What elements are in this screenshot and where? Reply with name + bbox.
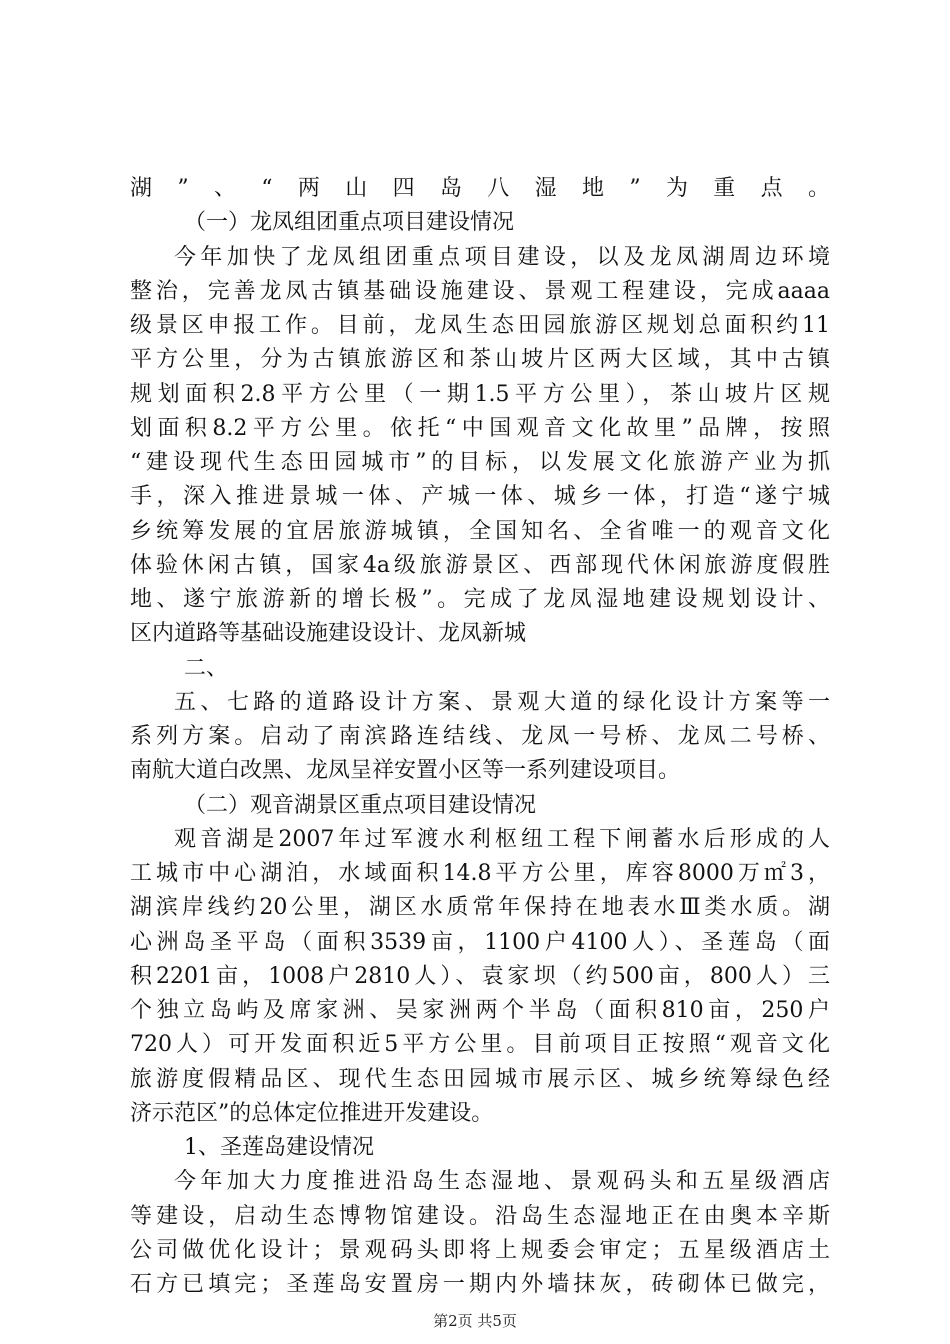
text-line: “建设现代生态田园城市”的目标，以发展文化旅游产业为抓 (130, 450, 830, 475)
text-line: 今年加快了龙凤组团重点项目建设，以及龙凤湖周边环境 (174, 244, 830, 270)
text-line: 整治，完善龙凤古镇基础设施建设、景观工程建设，完成aaaa (130, 278, 830, 304)
text-line: 系列方案。启动了南滨路连结线、龙凤一号桥、龙凤二号桥、 (130, 724, 830, 749)
text-line: 湖”、“两山四岛八湿地”为重点。 (130, 176, 830, 201)
text-line: 南航大道白改黑、龙凤呈祥安置小区等一系列建设项目。 (130, 758, 681, 784)
page-footer: 第2页 共5页 (433, 1312, 517, 1330)
text-line: 划面积8.2平方公里。依托“中国观音文化故里”品牌，按照 (130, 415, 830, 441)
text-line: 区内道路等基础设施建设设计、龙凤新城 (130, 621, 527, 647)
text-line: 720人）可开发面积近5平方公里。目前项目正按照“观音文化 (130, 1032, 830, 1058)
text-line: 今年加大力度推进沿岛生态湿地、景观码头和五星级酒店 (174, 1169, 830, 1195)
text-line: 手，深入推进景城一体、产城一体、城乡一体，打造“遂宁城 (130, 484, 830, 510)
text-line: 济示范区”的总体定位推进开发建设。 (130, 1100, 494, 1126)
text-line: 二、 (184, 655, 229, 681)
text-line: （二）观音湖景区重点项目建设情况 (184, 792, 537, 818)
text-line: 五、七路的道路设计方案、景观大道的绿化设计方案等一 (174, 689, 830, 715)
text-line: 个独立岛屿及席家洲、吴家洲两个半岛（面积810亩，250户 (130, 998, 830, 1023)
text-line: 级景区申报工作。目前，龙凤生态田园旅游区规划总面积约11 (130, 313, 830, 338)
text-line: 等建设，启动生态博物馆建设。沿岛生态湿地正在由奥本辛斯 (130, 1203, 830, 1229)
text-line: 心洲岛圣平岛（面积3539亩，1100户4100人）、圣莲岛（面 (130, 929, 830, 955)
text-line: 石方已填完；圣莲岛安置房一期内外墙抹灰，砖砌体已做完， (130, 1272, 830, 1297)
text-line: 乡统筹发展的宜居旅游城镇，全国知名、全省唯一的观音文化 (130, 518, 830, 544)
body-text (130, 172, 830, 1302)
text-line: 体验休闲古镇，国家4a级旅游景区、西部现代休闲旅游度假胜 (130, 552, 830, 578)
text-line: 积2201亩，1008户2810人）、袁家坝（约500亩，800人）三 (130, 963, 830, 989)
text-line: （一）龙凤组团重点项目建设情况 (184, 210, 515, 236)
text-line: 工城市中心湖泊，水域面积14.8平方公里，库容8000万㎡3， (130, 861, 830, 886)
text-line: 规划面积2.8平方公里（一期1.5平方公里），茶山坡片区规 (130, 381, 830, 407)
text-line: 平方公里，分为古镇旅游区和茶山坡片区两大区域，其中古镇 (130, 347, 830, 373)
text-line: 旅游度假精品区、现代生态田园城市展示区、城乡统筹绿色经 (130, 1066, 830, 1092)
text-line: 湖滨岸线约20公里，湖区水质常年保持在地表水Ⅲ类水质。湖 (130, 895, 830, 921)
text-line: 地、遂宁旅游新的增长极”。完成了龙凤湿地建设规划设计、 (130, 587, 830, 612)
text-line: 公司做优化设计；景观码头即将上规委会审定；五星级酒店土 (130, 1237, 830, 1263)
text-line: 观音湖是2007年过军渡水利枢纽工程下闸蓄水后形成的人 (174, 826, 830, 852)
text-line: 1、圣莲岛建设情况 (184, 1135, 374, 1160)
